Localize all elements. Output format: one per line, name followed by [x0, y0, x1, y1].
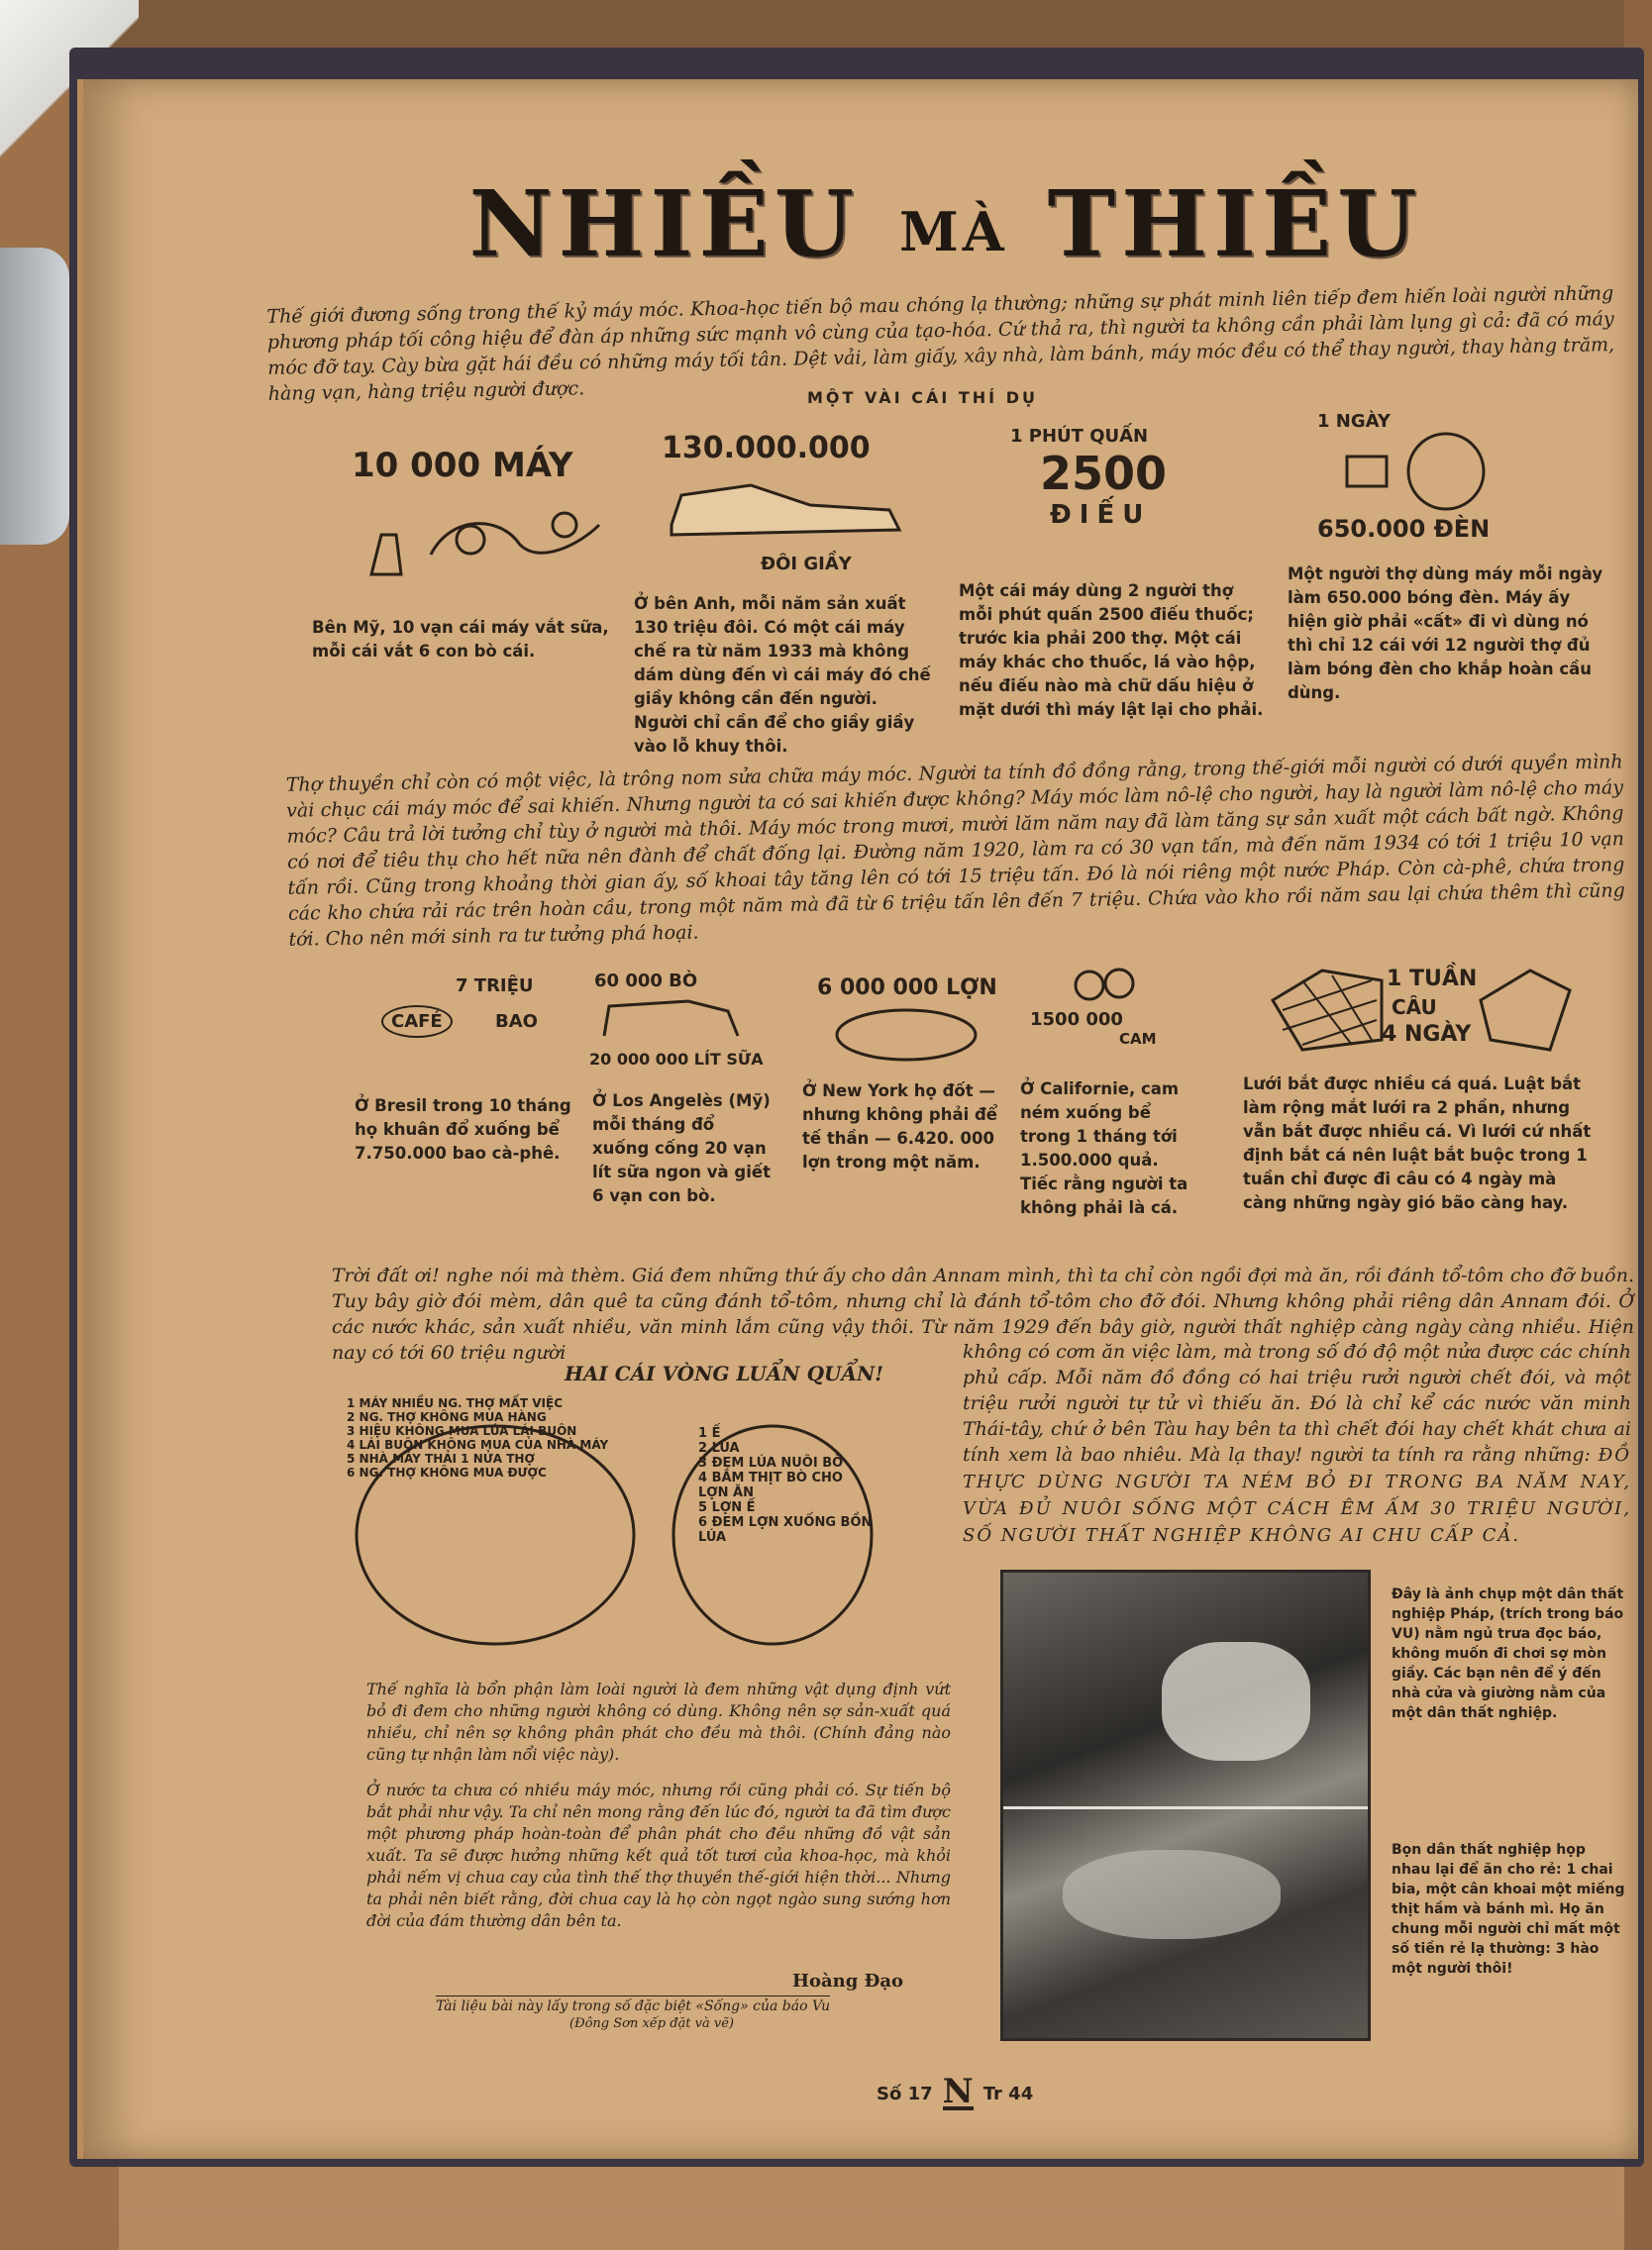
examples-heading: MỘT VÀI CÁI THÍ DỤ — [807, 388, 1038, 407]
right-label-5: 5 LỢN Ế — [698, 1500, 756, 1515]
figure-sub: 4 NGÀY — [1382, 1022, 1472, 1047]
caption-cigarettes: Một cái máy dùng 2 người thợ mỗi phút quấn 2500 điếu thuốc; trước kia phải 200 thợ. Một cái máy khác cho thuốc, lá vào hộp, nếu điếu nào mà chữ dấu hiệu ở mặt dưới thì máy lật lại cho phải. — [959, 581, 1264, 719]
caption-coffee: Ở Bresil trong 10 tháng họ khuân đổ xuống bể 7.750.000 bao cà-phê. — [355, 1096, 571, 1163]
cow-icon — [589, 991, 758, 1046]
right-circle-labels — [698, 1426, 877, 1545]
page-footer — [877, 2072, 1034, 2111]
paragraph-hunger-2: không có cơm ăn việc làm, mà trong số đó độ một nửa được các chính phủ cấp. Mỗi năm đồ đồng có hai triệu rưởi người chết đói, và một triệu rưởi người tự tử vì thiếu ăn. Đó là chỉ kể các nước văn minh Thái-tây, chứ ở bên Tàu hay bên ta thì chết đói hay chết khát chưa ai tính xem là bao nhiêu. Mà lạ thay! người ta tính ra rằng những: — [963, 1341, 1631, 1466]
figure-top: 60 000 BÒ — [594, 971, 698, 991]
figure-text: 650.000 ĐÈN — [1317, 515, 1491, 543]
intro-paragraph: Thế giới đương sống trong thế kỷ máy móc. Khoa-học tiến bộ mau chóng lạ thường; những sự phát minh liên tiếp đem hiến loài người những phương pháp tối công hiệu để đàn áp những sức mạnh vô cùng của tạo-hóa. Cứ thả ra, thì người ta không cần phải làm lụng gì cả: đã có máy móc đỡ tay. Cày bừa gặt hái đều có những máy tối tân. Dệt vải, làm giấy, xây nhà, làm bánh, máy móc đều có thể thay người, thay hàng trăm, hàng vạn, hàng triệu người được. — [266, 282, 1615, 405]
figure-top: 1500 000 — [1030, 1009, 1123, 1030]
author: Hoàng Đạo — [792, 1971, 904, 1992]
left-label-2: 2 NG. THỢ KHÔNG MUA HÀNG — [347, 1410, 547, 1424]
article-title — [426, 139, 1466, 277]
figure-shoes — [662, 431, 909, 584]
caption-milking: Bên Mỹ, 10 vạn cái máy vắt sữa, mỗi cái vắt 6 con bò cái. — [312, 618, 609, 661]
left-circle-labels — [347, 1396, 644, 1480]
figure-fishing — [1263, 961, 1580, 1070]
paragraph-machines: Thợ thuyền chỉ còn có một việc, là trông nom sửa chữa máy móc. Người ta tính đồ đồng rằng, trong thế-giới mỗi người có dưới quyền mình vài chục cái máy móc để sai khiến. Nhưng người ta có sai khiến được không? Máy móc làm nô-lệ cho người, hay là người làm nô-lệ cho máy móc? Câu trả lời tưởng chỉ tùy ở người mà thôi. Máy móc trong mươi, mười lăm năm nay đã làm tăng sự sản xuất một cách bất ngờ. Không có nơi để tiêu thụ cho hết nữa nên đành để chất đống lại. Đường năm 1920, làm ra có 30 vạn tấn, mà đến năm 1934 có tới 1 triệu 10 vạn tấn rồi. Cũng trong khoảng thời gian ấy, số khoai tây tăng lên có tới 15 triệu tấn. Đó là nói riêng một nước Pháp. Còn cà-phê, chứa trong các kho chứa rải rác trên hoàn cầu, trong một năm mà đã từ 6 triệu tấn lên đến 7 triệu. Chứa vào kho rồi năm sau lại chứa thêm thì cũng tới. Cho nên mới sinh ra tư tưởng phá hoại. — [285, 751, 1625, 951]
left-label-5: 5 NHÀ MÁY THẢI 1 NỬA THỢ — [347, 1452, 535, 1466]
cow-drawing-icon — [352, 485, 619, 594]
figure-sub: CAM — [1119, 1030, 1157, 1048]
unemployed-photo — [1000, 1570, 1371, 2041]
figure-oranges — [1030, 966, 1198, 1074]
figure-sub: 20 000 000 LÍT SỮA — [589, 1050, 764, 1069]
title-part-2: MÀ — [898, 200, 1008, 263]
right-label-1: 1 Ế — [698, 1426, 721, 1441]
left-label-1: 1 MÁY NHIỀU NG. THỢ MẤT VIỆC — [347, 1396, 564, 1410]
issue-number: Số 17 — [877, 2083, 933, 2104]
figure-milking-machines — [352, 446, 619, 594]
right-label-2: 2 LÚA — [698, 1441, 740, 1456]
figure-pigs — [817, 975, 995, 1084]
right-label-6: 6 ĐEM LỢN XUỐNG BỒN LÚA — [698, 1515, 873, 1545]
photo-caption-1: Đây là ảnh chụp một dân thất nghiệp Pháp, (trích trong báo VU) nằm ngủ trưa đọc báo, không muốn đi chơi sợ mòn giầy. Các bạn nên để ý đến nhà cửa và giường nằm của một dân thất nghiệp. — [1392, 1586, 1624, 1721]
light-bulb-icon — [1317, 432, 1555, 511]
orange-icon — [1030, 966, 1188, 1005]
figure-text: 130.000.000 — [662, 431, 871, 465]
photo-figure-top — [1162, 1642, 1310, 1761]
source-line-2: (Đông Sơn xếp đặt và vẽ) — [569, 2016, 735, 2031]
right-label-3: 3 ĐEM LÚA NUÔI BÒ — [698, 1456, 844, 1471]
figure-sub: ĐÔI GIẦY — [761, 554, 852, 574]
figure-coffee — [371, 975, 569, 1084]
pig-icon — [817, 1000, 985, 1070]
figure-top: 1 TUẦN — [1387, 967, 1478, 991]
caption-oranges: Ở Californie, cam ném xuống bể trong 1 tháng tới 1.500.000 quả. Tiếc rằng người ta không phải là cá. — [1020, 1079, 1188, 1217]
photo-figure-bottom — [1063, 1850, 1281, 1939]
caption-bulbs: Một người thợ dùng máy mỗi ngày làm 650.000 bóng đèn. Máy ấy hiện giờ phải «cất» đi vì dùng nó thì chỉ 12 cái với 12 người thợ đủ làm bóng đèn cho khắp hoàn cầu dùng. — [1288, 564, 1603, 702]
paragraph-hunger: Trời đất ơi! nghe nói mà thèm. Giá đem những thứ ấy cho dân Annam mình, thì ta chỉ còn ngồi đợi mà ăn, rồi đánh tổ-tôm cho đỡ buồn. Tuy bây giờ đói mèm, dân quê ta cũng đánh tổ-tôm, nhưng chỉ là đánh tổ-tôm cho đỡ đói. Nhưng không phải riêng dân Annam đói. Ở các nước khác, sản xuất nhiều, văn minh lắm cũng vậy thôi. Từ năm 1929 đến bây giờ, người thất nghiệp càng ngày càng nhiều. Hiện nay có tới 60 triệu người — [332, 1265, 1634, 1364]
left-label-6: 6 NG. THỢ KHÔNG MUA ĐƯỢC — [347, 1466, 547, 1480]
shoe-icon — [662, 465, 909, 550]
photo-divider — [1003, 1806, 1368, 1809]
right-label-4: 4 BẮM THỊT BÒ CHO LỢN ĂN — [698, 1471, 843, 1500]
paragraph-hunger-caps: ĐỒ THỰC DÙNG NGƯỜI TA NÉM BỎ ĐI TRONG BA NĂM NAY, VỪA ĐỦ NUÔI SỐNG MỘT CÁCH ÊM ẤM 30 TRIỆU NGƯỜI, SỐ NGƯỜI THẤT NGHIỆP KHÔNG AI CHU CẤP CẢ. — [963, 1445, 1631, 1546]
lighter-object — [0, 248, 69, 545]
figure-text: 10 000 MÁY — [352, 446, 573, 485]
figure-sub: ĐIẾU — [1050, 500, 1152, 530]
conclusion-2: Ở nước ta chưa có nhiều máy móc, nhưng rồi cũng phải có. Sự tiến bộ bắt phải như vậy. Ta chỉ nên mong rằng đến lúc đó, người ta đã tìm được một phương pháp hoàn-toàn để phân phát cho đều những đồ vật sản xuất. Ta sẽ được hưởng những kết quả tốt tươi của khoa-học, mà khỏi phải nếm vị chua cay của tình thế thợ thuyền thế-giới hiện thời... Nhưng ta phải nên biết rằng, đời chua cay là họ còn ngọt ngào sung sướng hơn đời của đám thường dân bên ta. — [366, 1781, 951, 1930]
paragraph-hunger-continued — [963, 1339, 1631, 1549]
page-number: Tr 44 — [982, 2083, 1034, 2104]
figure-top: 1 PHÚT QUẤN — [1010, 426, 1149, 447]
diagram-title: HAI CÁI VÒNG LUẨN QUẨN! — [565, 1362, 884, 1385]
figure-cows-milk — [589, 971, 768, 1079]
left-label-3: 3 HIỆU KHÔNG MUA LÚA LÁI BUÔN — [347, 1424, 577, 1438]
left-label-4: 4 LÁI BUÔN KHÔNG MUA CỦA NHÀ MÁY — [347, 1438, 609, 1452]
caption-cows: Ở Los Angelès (Mỹ) mỗi tháng đổ xuống cống 20 vạn lít sữa ngon và giết 6 vạn con bò. — [592, 1091, 771, 1205]
title-part-3: THIỀU — [1047, 170, 1423, 277]
magazine-logo: N — [942, 2072, 974, 2111]
source-line-1: Tài liệu bài này lấy trong số đặc biệt «Sống» của báo Vu — [436, 1995, 830, 2014]
figure-sub: BAO — [495, 1011, 538, 1032]
figure-mid: CÂU — [1392, 995, 1437, 1019]
conclusion-1: Thế nghĩa là bổn phận làm loài người là đem những vật dụng định vứt bỏ đi đem cho những người không có dùng. Không nên sợ sản-xuất quá nhiều, chỉ nên sợ không phân phát cho đều mà thôi. (Chính đảng nào cũng tự nhận làm nổi việc này). — [366, 1680, 951, 1764]
caption-shoes: Ở bên Anh, mỗi năm sản xuất 130 triệu đôi. Có một cái máy chế ra từ năm 1933 mà không dám dùng đến vì cái máy đó chế giầy không cần đến người. Người chỉ cần để cho giầy giầy vào lỗ khuy thôi. — [634, 594, 931, 756]
caption-fishing: Lưới bắt được nhiều cá quá. Luật bắt làm rộng mắt lưới ra 2 phần, nhưng vẫn bắt được nhiều cá. Vì lưới cứ nhất định bắt cá nên luật bắt buộc trong 1 tuần chỉ được đi câu có 4 ngày mà càng những ngày gió bão càng hay. — [1243, 1074, 1592, 1212]
figure-text: 2500 — [1040, 447, 1168, 500]
figure-top: 1 NGÀY — [1317, 411, 1391, 432]
figure-text: CAFÉ — [381, 1005, 453, 1038]
figure-top: 7 TRIỆU — [456, 975, 534, 996]
figure-cigarettes — [981, 426, 1228, 584]
vicious-circles-diagram — [327, 1357, 941, 1684]
photo-caption-2: Bọn dân thất nghiệp họp nhau lại để ăn cho rẻ: 1 chai bia, một cân khoai một miếng thịt hầm và bánh mì. Họ ăn chung mỗi người chỉ mất một số tiền rẻ lạ thường: 3 hào một người thôi! — [1392, 1842, 1625, 1977]
figure-bulbs — [1317, 411, 1555, 560]
figure-top: 6 000 000 LỢN — [817, 975, 997, 1000]
title-part-1: NHIỀU — [468, 170, 860, 277]
caption-pigs: Ở New York họ đốt — nhưng không phải để tế thần — 6.420. 000 lợn trong một năm. — [802, 1081, 997, 1172]
